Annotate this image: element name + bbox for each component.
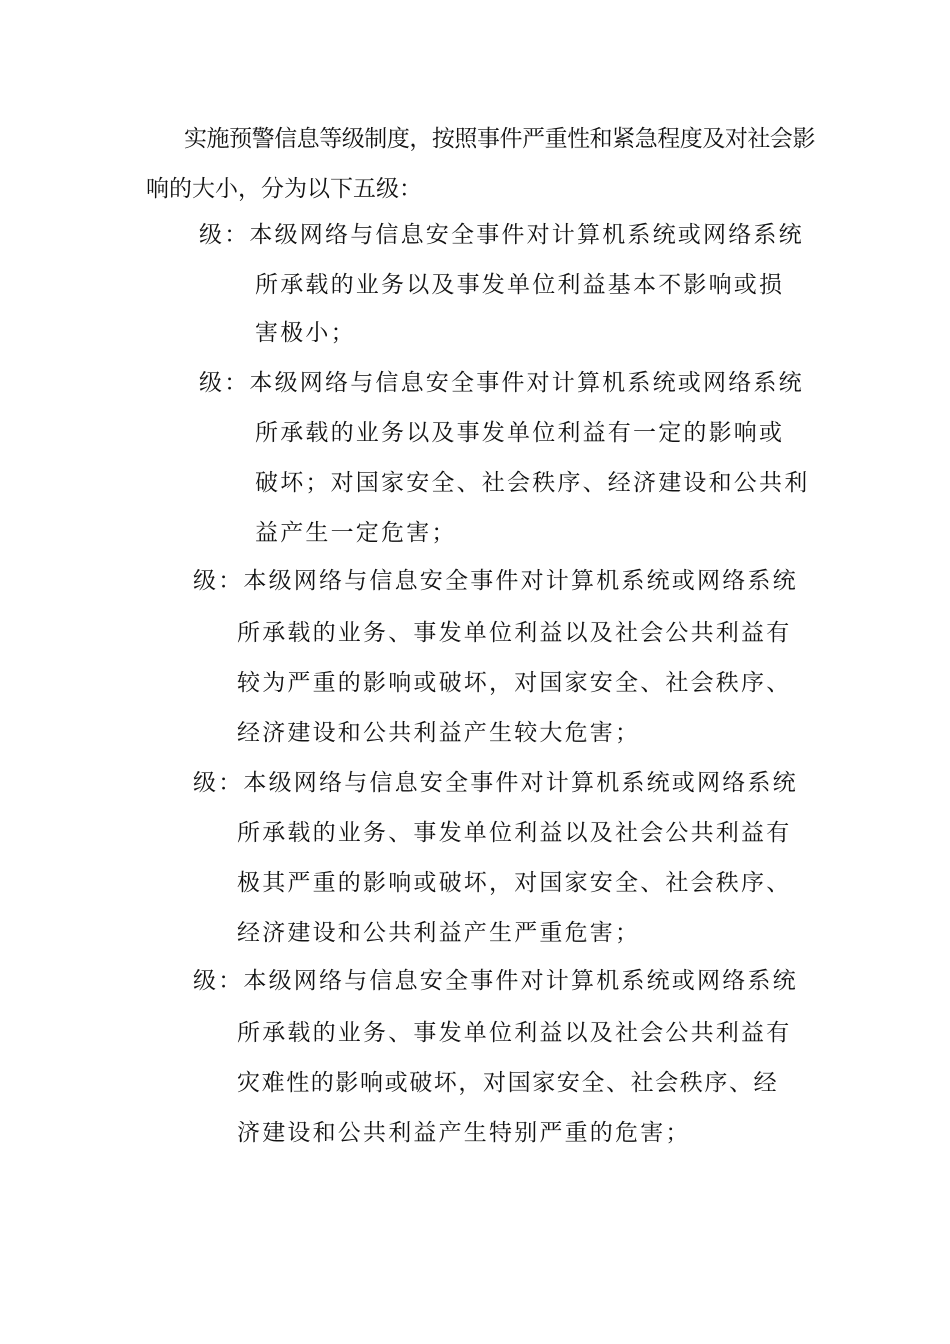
level-line: 较为严重的影响或破坏，对国家安全、社会秩序、 bbox=[237, 670, 792, 696]
level-line: 所承载的业务以及事发单位利益基本不影响或损 bbox=[255, 272, 785, 298]
level-line: 级：本级网络与信息安全事件对计算机系统或网络系统 bbox=[193, 770, 798, 796]
level-line: 级：本级网络与信息安全事件对计算机系统或网络系统 bbox=[193, 568, 798, 594]
level-line: 所承载的业务、事发单位利益以及社会公共利益有 bbox=[237, 820, 792, 846]
level-line: 破坏；对国家安全、社会秩序、经济建设和公共利 bbox=[255, 470, 810, 496]
level-line: 益产生一定危害； bbox=[255, 520, 457, 546]
level-line: 级：本级网络与信息安全事件对计算机系统或网络系统 bbox=[199, 370, 804, 396]
level-line: 极其严重的影响或破坏，对国家安全、社会秩序、 bbox=[237, 870, 792, 896]
intro-line: 响的大小，分为以下五级： bbox=[146, 176, 422, 202]
level-line: 济建设和公共利益产生特别严重的危害； bbox=[237, 1120, 691, 1146]
level-line: 所承载的业务、事发单位利益以及社会公共利益有 bbox=[237, 1020, 792, 1046]
level-line: 级：本级网络与信息安全事件对计算机系统或网络系统 bbox=[193, 968, 798, 994]
level-line: 经济建设和公共利益产生严重危害； bbox=[237, 920, 641, 946]
level-line: 所承载的业务以及事发单位利益有一定的影响或 bbox=[255, 420, 785, 446]
level-line: 经济建设和公共利益产生较大危害； bbox=[237, 720, 641, 746]
level-line: 灾难性的影响或破坏，对国家安全、社会秩序、经 bbox=[237, 1070, 779, 1096]
level-line: 级：本级网络与信息安全事件对计算机系统或网络系统 bbox=[199, 222, 804, 248]
level-line: 所承载的业务、事发单位利益以及社会公共利益有 bbox=[237, 620, 792, 646]
level-line: 害极小； bbox=[255, 320, 356, 346]
intro-line: 实施预警信息等级制度，按照事件严重性和紧急程度及对社会影 bbox=[184, 126, 816, 152]
